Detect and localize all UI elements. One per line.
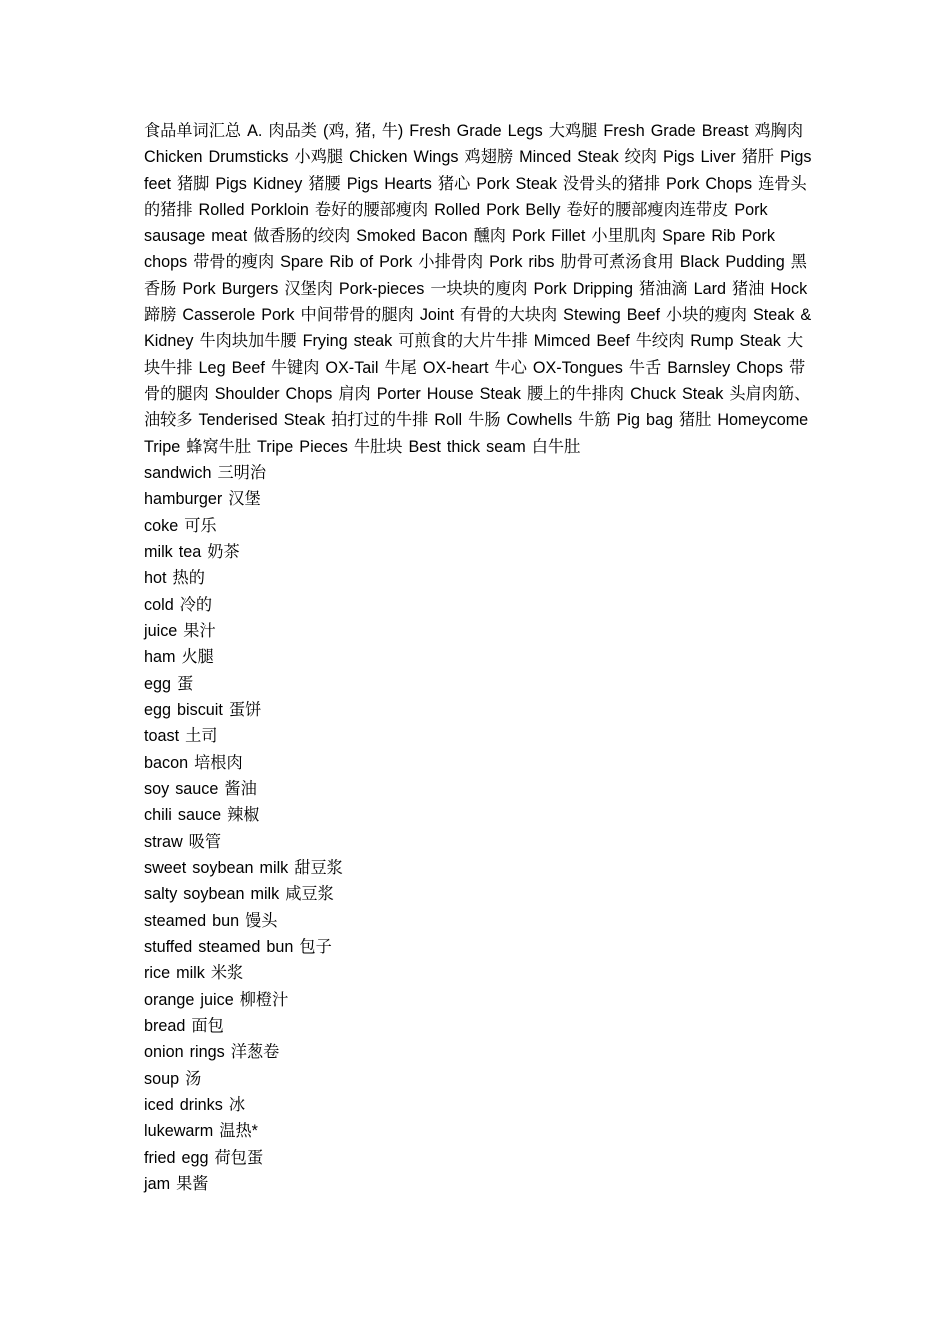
vocab-list: [144, 460, 812, 1198]
list-item: rice milk 米浆: [144, 964, 244, 983]
list-item: juice 果汁: [144, 621, 216, 640]
list-item: sweet soybean milk 甜豆浆: [144, 859, 343, 878]
list-item: hot 热的: [144, 569, 205, 588]
list-item: salty soybean milk 咸豆浆: [144, 885, 334, 904]
list-item: egg biscuit 蛋饼: [144, 700, 262, 719]
list-item: bacon 培根肉: [144, 753, 243, 772]
list-item: onion rings 洋葱卷: [144, 1043, 280, 1062]
list-item: iced drinks 冰: [144, 1096, 246, 1115]
list-item: stuffed steamed bun 包子: [144, 938, 332, 957]
list-item: coke 可乐: [144, 516, 217, 535]
list-item: fried egg 荷包蛋: [144, 1148, 264, 1167]
list-item: lukewarm 温热*: [144, 1122, 258, 1141]
list-item: jam 果酱: [144, 1175, 209, 1194]
meat-vocabulary-paragraph: 食品单词汇总 A. 肉品类 (鸡, 猪, 牛) Fresh Grade Legs 大鸡腿 Fresh Grade Breast 鸡胸肉 Chicken Drumsticks 小鸡腿 Chicken Wings 鸡翅膀 Minced Steak 绞肉 Pigs Liver 猪肝 Pigs feet 猪脚 Pigs Kidney 猪腰 Pigs Hearts 猪心 Pork Steak 没骨头的猪排 Pork Chops 连骨头的猪排 Rolled Porkloin 卷好的腰部瘦肉 Rolled Pork Belly 卷好的腰部瘦肉连带皮 Pork sausage meat 做香肠的绞肉 Smoked Bacon 醺肉 Pork Fillet 小里肌肉 Spare Rib Pork chops 带骨的瘦肉 Spare Rib of Pork 小排骨肉 Pork ribs 肋骨可煮汤食用 Black Pudding 黑香肠 Pork Burgers 汉堡肉 Pork-pieces 一块块的廋肉 Pork Dripping 猪油滴 Lard 猪油 Hock 蹄膀 Casserole Pork 中间带骨的腿肉 Joint 有骨的大块肉 Stewing Beef 小块的瘦肉 Steak & Kidney 牛肉块加牛腰 Frying steak 可煎食的大片牛排 Mimced Beef 牛绞肉 Rump Steak 大块牛排 Leg Beef 牛键肉 OX-Tail 牛尾 OX-heart 牛心 OX-Tongues 牛舌 Barnsley Chops 带骨的腿肉 Shoulder Chops 肩肉 Porter House Steak 腰上的牛排肉 Chuck Steak 头肩肉筋、油较多 Tenderised Steak 拍打过的牛排 Roll 牛肠 Cowhells 牛筋 Pig bag 猪肚 Homeycome Tripe 蜂窝牛肚 Tripe Pieces 牛肚块 Best thick seam 白牛肚: [144, 122, 812, 456]
document-page: [144, 118, 812, 1197]
list-item: soup 汤: [144, 1069, 202, 1088]
list-item: steamed bun 馒头: [144, 911, 278, 930]
list-item: egg 蛋: [144, 674, 194, 693]
list-item: milk tea 奶茶: [144, 542, 240, 561]
list-item: straw 吸管: [144, 832, 222, 851]
list-item: orange juice 柳橙汁: [144, 990, 289, 1009]
list-item: soy sauce 酱油: [144, 779, 257, 798]
list-item: chili sauce 辣椒: [144, 806, 260, 825]
list-item: hamburger 汉堡: [144, 490, 261, 509]
list-item: toast 土司: [144, 727, 218, 746]
list-item: ham 火腿: [144, 648, 214, 667]
list-item: cold 冷的: [144, 595, 213, 614]
list-item: bread 面包: [144, 1017, 224, 1036]
list-item: sandwich 三明治: [144, 463, 267, 482]
